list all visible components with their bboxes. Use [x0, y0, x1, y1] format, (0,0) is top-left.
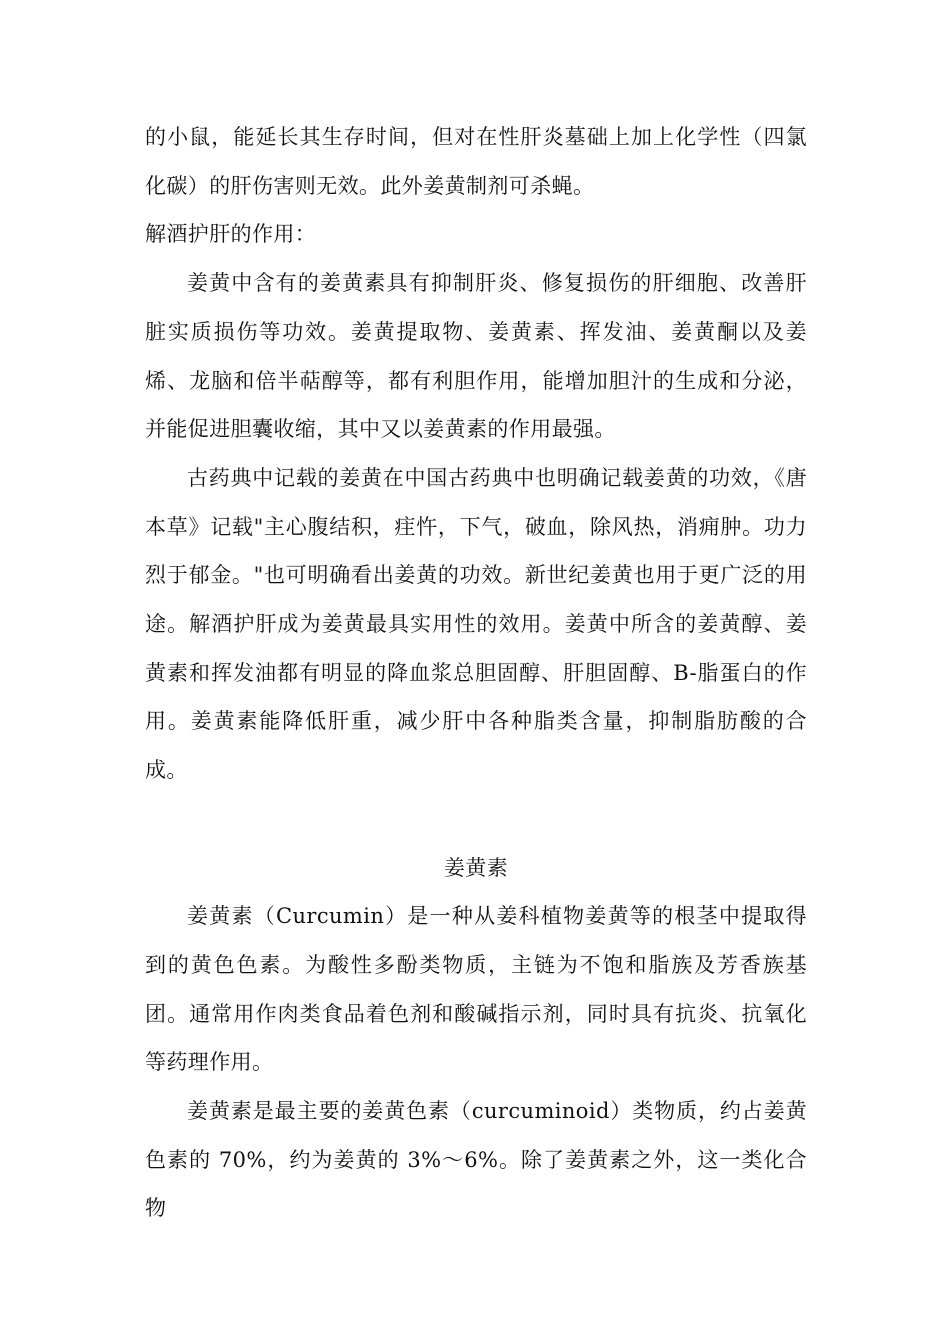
paragraph-liver-damage-ending: 的小鼠，能延长其生存时间，但对在性肝炎墓础上加上化学性（四氯化碳）的肝伤害则无效。此外姜黄制剂可杀蝇。 [145, 125, 807, 198]
subheading-hangover-liver-protection: 解酒护肝的作用： [145, 222, 317, 247]
paragraph-curcumin-definition: 姜黄素（Curcumin）是一种从姜科植物姜黄等的根茎中提取得到的黄色色素。为酸性多酚类物质，主链为不饱和脂族及芳香族基团。通常用作肉类食品着色剂和酸碱指示剂，同时具有抗炎、抗氧化等药理作用。 [145, 904, 807, 1075]
section-title-curcumin: 姜黄素 [443, 855, 509, 880]
paragraph-curcuminoid-content: 姜黄素是最主要的姜黄色素（curcuminoid）类物质，约占姜黄色素的 70%，约为姜黄的 3%～6%。除了姜黄素之外，这一类化合物 [145, 1099, 807, 1221]
paragraph-curcumin-liver-effects: 姜黄中含有的姜黄素具有抑制肝炎、修复损伤的肝细胞、改善肝脏实质损伤等功效。姜黄提取物、姜黄素、挥发油、姜黄酮以及姜烯、龙脑和倍半萜醇等，都有利胆作用，能增加胆汁的生成和分泌，并能促进胆囊收缩，其中又以姜黄素的作用最强。 [145, 271, 807, 442]
document-body [145, 113, 807, 1233]
paragraph-ancient-pharmacopoeia: 古药典中记载的姜黄在中国古药典中也明确记载姜黄的功效，《唐本草》记载"主心腹结积，疰忤，下气，破血，除风热，消痈肿。功力烈于郁金。"也可明确看出姜黄的功效。新世纪姜黄也用于更广泛的用途。解酒护肝成为姜黄最具实用性的效用。姜黄中所含的姜黄醇、姜黄素和挥发油都有明显的降血浆总胆固醇、肝胆固醇、B-脂蛋白的作用。姜黄素能降低肝重，减少肝中各种脂类含量，抑制脂肪酸的合成。 [145, 465, 807, 783]
